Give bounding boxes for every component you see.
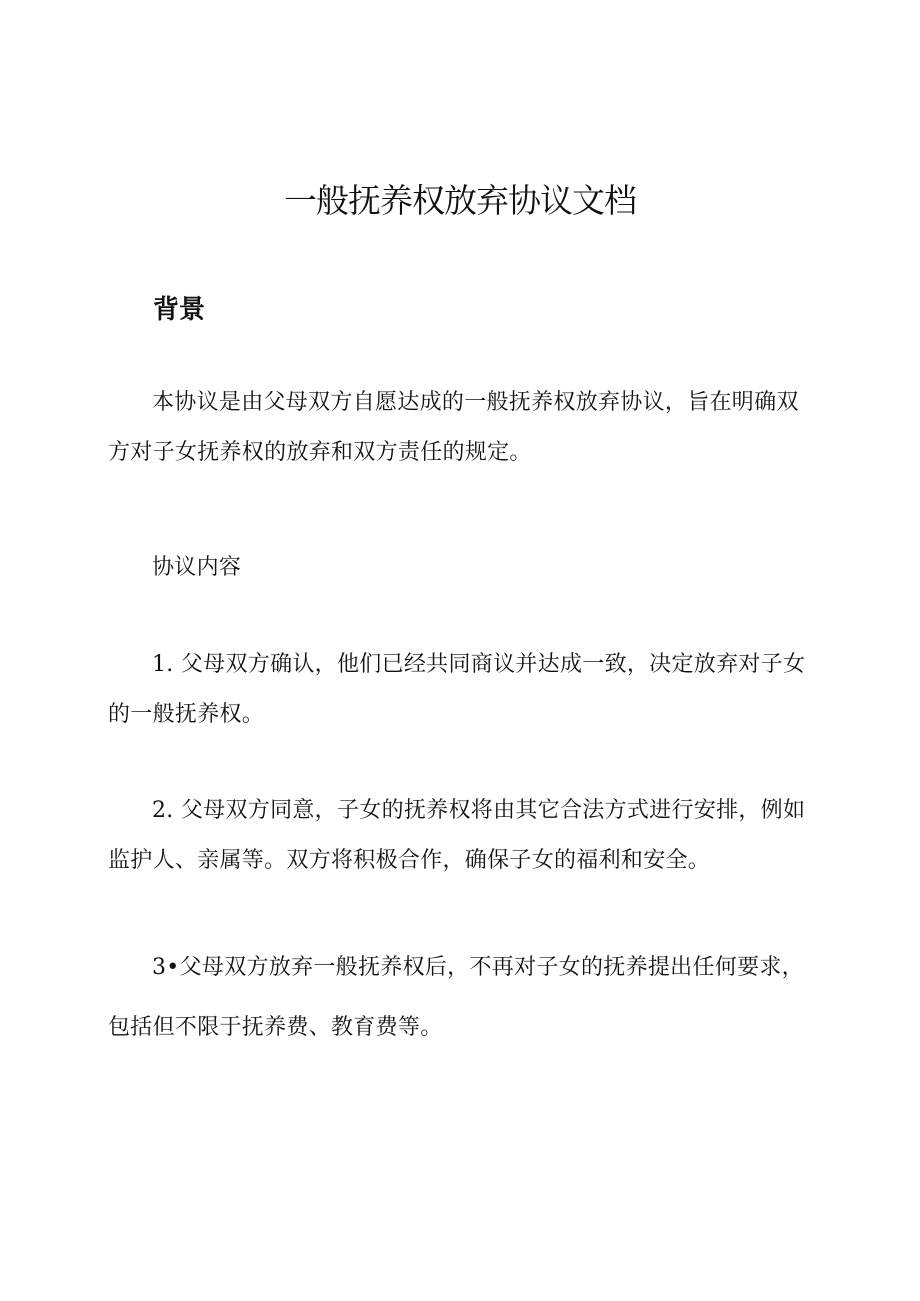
section-heading-background: 背景 <box>153 295 206 325</box>
agreement-item-3: 3•父母双方放弃一般抚养权后，不再对子女的抚养提出任何要求，包括但不限于抚养费、教育费等。 <box>108 955 804 1040</box>
agreement-item-2: 2. 父母双方同意，子女的抚养权将由其它合法方式进行安排，例如监护人、亲属等。双方将积极合作，确保子女的福利和安全。 <box>108 798 806 873</box>
content-label: 协议内容 <box>152 555 242 580</box>
document-title: 一般抚养权放弃协议文档 <box>284 181 636 220</box>
intro-paragraph: 本协议是由父母双方自愿达成的一般抚养权放弃协议，旨在明确双方对子女抚养权的放弃和双方责任的规定。 <box>108 390 799 465</box>
agreement-item-1: 1. 父母双方确认，他们已经共同商议并达成一致，决定放弃对子女的一般抚养权。 <box>108 652 806 727</box>
